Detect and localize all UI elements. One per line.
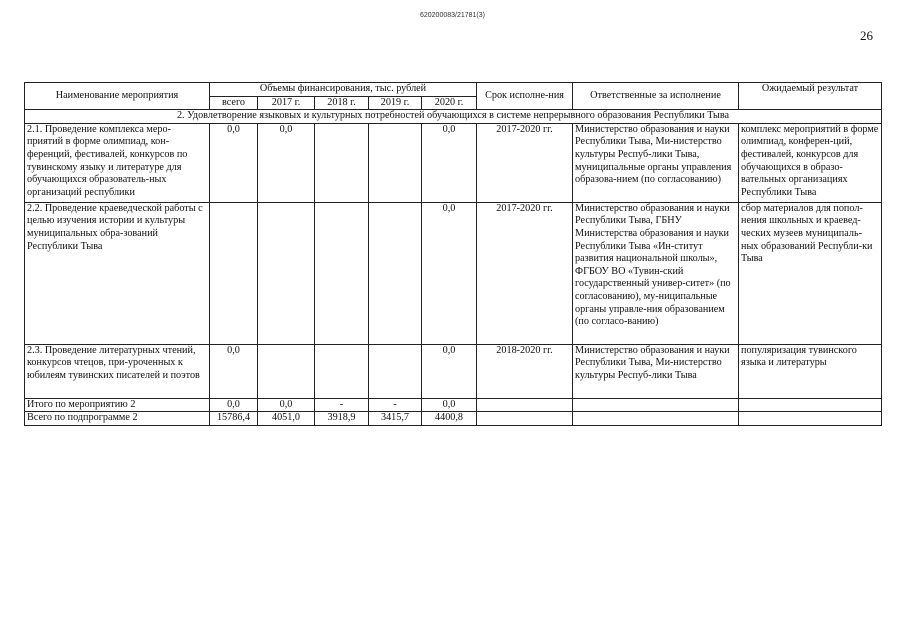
- row-total: 0,0: [210, 398, 258, 412]
- row-name: Итого по мероприятию 2: [25, 398, 210, 412]
- row-total: 15786,4: [210, 412, 258, 426]
- row-2019: [369, 344, 422, 398]
- row-term: [477, 412, 573, 426]
- row-2018: [315, 344, 369, 398]
- row-result: комплекс мероприятий в форме олимпиад, конферен-ций, фестивалей, конкурсов для обучающихся в образо-вательных организациях Республики Тыва: [739, 123, 882, 202]
- header-2020: 2020 г.: [422, 96, 477, 110]
- row-name: Всего по подпрограмме 2: [25, 412, 210, 426]
- row-2019: 3415,7: [369, 412, 422, 426]
- row-2018: 3918,9: [315, 412, 369, 426]
- table-row: [25, 344, 882, 398]
- header-row: [25, 83, 882, 97]
- document-id: 620200083/21781(3): [419, 12, 485, 19]
- header-2017: 2017 г.: [258, 96, 315, 110]
- row-2019: [369, 123, 422, 202]
- row-2019: -: [369, 398, 422, 412]
- row-2017: 0,0: [258, 123, 315, 202]
- row-result: сбор материалов для попол-нения школьных и краевед-ческих музеев муниципаль-ных образований Республи-ки Тыва: [739, 202, 882, 344]
- table-row: [25, 123, 882, 202]
- funding-table: [24, 82, 882, 426]
- header-2019: 2019 г.: [369, 96, 422, 110]
- row-term: 2017-2020 гг.: [477, 123, 573, 202]
- subtotal-row: [25, 398, 882, 412]
- row-responsible: Министерство образования и науки Республики Тыва, ГБНУ Министерства образования и науки Республики Тыва «Ин-ститут развития национальной школы», ФГБОУ ВО «Тувин-ский государственный универ-ситет» (по согласованию), му-ниципальные органы управле-ния образованием (по согласо-ванию): [573, 202, 739, 344]
- section-row: [25, 110, 882, 124]
- table-row: [25, 202, 882, 344]
- row-term: [477, 398, 573, 412]
- row-total: 0,0: [210, 344, 258, 398]
- row-total: 0,0: [210, 123, 258, 202]
- row-name: 2.3. Проведение литературных чтений, конкурсов чтецов, при-уроченных к юбилеям тувинских писателей и поэтов: [25, 344, 210, 398]
- row-2020: 4400,8: [422, 412, 477, 426]
- header-result: Ожидаемый результат: [739, 83, 882, 110]
- row-term: 2018-2020 гг.: [477, 344, 573, 398]
- row-responsible: Министерство образования и науки Республики Тыва, Ми-нистерство культуры Респуб-лики Тыва, муниципальные органы управления образова-нием (по согласованию): [573, 123, 739, 202]
- header-term: Срок исполне-ния: [477, 83, 573, 110]
- header-responsible: Ответственные за исполнение: [573, 83, 739, 110]
- row-total: [210, 202, 258, 344]
- row-responsible: [573, 398, 739, 412]
- row-term: 2017-2020 гг.: [477, 202, 573, 344]
- row-responsible: Министерство образования и науки Республики Тыва, Ми-нистерство культуры Респуб-лики Тыва: [573, 344, 739, 398]
- row-2018: [315, 123, 369, 202]
- header-2018: 2018 г.: [315, 96, 369, 110]
- header-name: Наименование мероприятия: [25, 83, 210, 110]
- total-row: [25, 412, 882, 426]
- row-2017: [258, 344, 315, 398]
- row-result: популяризация тувинского языка и литературы: [739, 344, 882, 398]
- row-responsible: [573, 412, 739, 426]
- row-2018: [315, 202, 369, 344]
- row-2020: 0,0: [422, 344, 477, 398]
- row-2017: 0,0: [258, 398, 315, 412]
- row-2020: 0,0: [422, 398, 477, 412]
- row-2020: 0,0: [422, 123, 477, 202]
- header-funding: Объемы финансирования, тыс. рублей: [210, 83, 477, 97]
- row-name: 2.1. Проведение комплекса меро-приятий в форме олимпиад, кон-ференций, фестивалей, конкурсов по тувинскому языку и литературе для обучающихся образователь-ных организаций республики: [25, 123, 210, 202]
- page-number: 26: [860, 28, 873, 43]
- row-result: [739, 412, 882, 426]
- row-name: 2.2. Проведение краеведческой работы с целью изучения истории и культуры муниципальных обра-зований Республики Тыва: [25, 202, 210, 344]
- row-2017: [258, 202, 315, 344]
- row-2019: [369, 202, 422, 344]
- row-2017: 4051,0: [258, 412, 315, 426]
- section-title: 2. Удовлетворение языковых и культурных потребностей обучающихся в системе непрерывного образования Республики Тыва: [25, 110, 882, 124]
- header-total: всего: [210, 96, 258, 110]
- row-2018: -: [315, 398, 369, 412]
- row-2020: 0,0: [422, 202, 477, 344]
- row-result: [739, 398, 882, 412]
